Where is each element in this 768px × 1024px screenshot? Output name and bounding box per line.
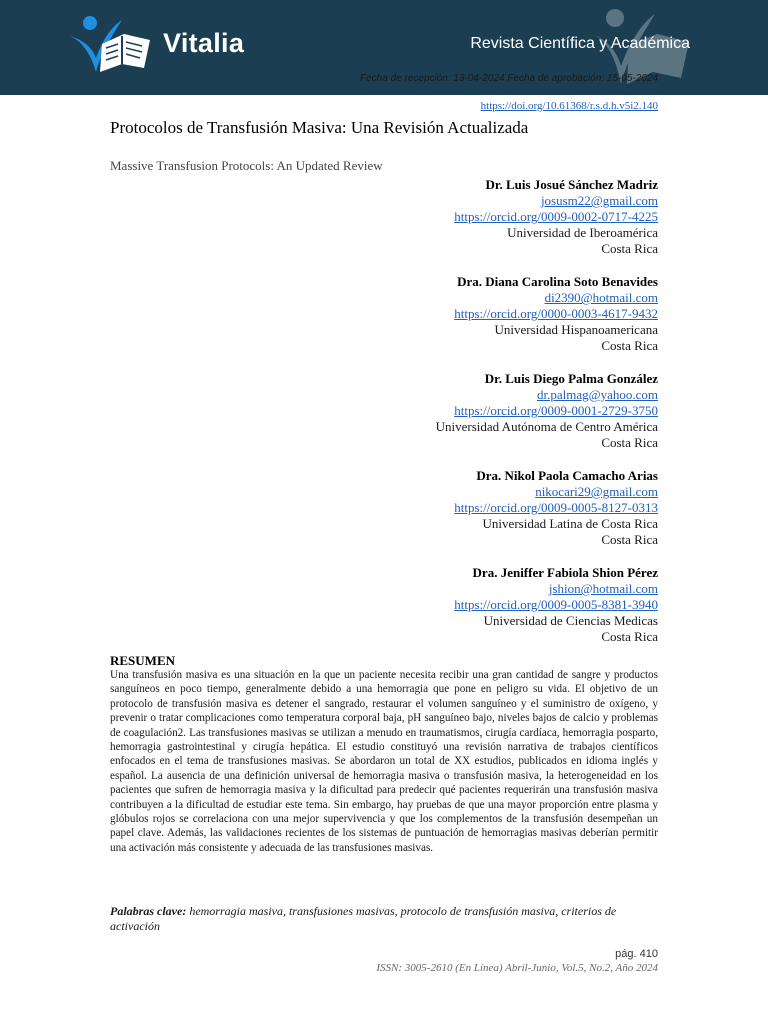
- author-affiliation: Universidad Autónoma de Centro América: [435, 419, 658, 434]
- keywords: [110, 904, 658, 934]
- page-number: pág. 410: [615, 948, 658, 960]
- author-name: Dra. Nikol Paola Camacho Arias: [476, 468, 658, 483]
- author-block: [436, 565, 658, 645]
- abstract-heading: RESUMEN: [110, 653, 176, 668]
- author-name: Dra. Diana Carolina Soto Benavides: [457, 274, 658, 289]
- author-affiliation: Universidad Latina de Costa Rica: [482, 516, 658, 531]
- author-list: [436, 177, 658, 662]
- journal-name: Revista Científica y Académica: [470, 35, 690, 52]
- doi-link[interactable]: https://doi.org/10.61368/r.s.d.h.v5i2.140: [480, 100, 658, 112]
- author-orcid-link[interactable]: https://orcid.org/0009-0001-2729-3750: [454, 403, 658, 418]
- reception-approval-dates: Fecha de recepción: 13-04-2024 Fecha de aprobación: 15-05-2024: [360, 73, 658, 84]
- author-name: Dr. Luis Josué Sánchez Madriz: [485, 177, 658, 192]
- article-title: Protocolos de Transfusión Masiva: Una Revisión Actualizada: [110, 118, 529, 137]
- author-country: Costa Rica: [601, 435, 658, 450]
- author-orcid-link[interactable]: https://orcid.org/0009-0005-8127-0313: [454, 500, 658, 515]
- abstract-text: Una transfusión masiva es una situación en la que un paciente necesita recibir una gran cantidad de sangre y productos sanguíneos en poco tiempo, generalmente debido a una hemorragia que pone en peligro su vida. El objetivo de un protocolo de transfusión masiva es detener el sangrado, restaurar el volumen sanguíneo y el suministro de oxígeno, y prevenir o tratar complicaciones como temperatura corporal baja, pH sanguíneo bajo, niveles bajos de calcio y problemas de coagulación2. Las transfusiones masivas se utilizan a menudo en traumatismos, cirugía cardíaca, hemorragia posparto, hemorragia gastrointestinal y cirugía hepática. El estudio constituyó una revisión narrativa de trabajos científicos enfocados en el tema de transfusiones masivas. Se abordaron un total de XX estudios, publicados en idioma inglés y español. La ausencia de una definición universal de hemorragia masiva o transfusión masiva, la heterogeneidad en los pacientes que sufren de hemorragia masiva y la dificultad para predecir qué pacientes requerirán una transfusión masiva contribuyen a la dificultad de estudiar este tema. Sin embargo, hay pruebas de que una mayor proporción entre plasma y glóbulos rojos se correlaciona con una mejor supervivencia y que los complementos de la transfusión desempeñan un papel clave. Además, las validaciones recientes de los sistemas de puntuación de hemorragias masivas deberían permitir una activación más consistente y adecuada de las transfusiones masivas.: [110, 669, 658, 854]
- author-affiliation: Universidad de Ciencias Medicas: [483, 613, 658, 628]
- issn-footer: ISSN: 3005-2610 (En Línea) Abril-Junio, Vol.5, No.2, Año 2024: [376, 962, 658, 974]
- author-email-link[interactable]: di2390@hotmail.com: [544, 290, 658, 305]
- journal-header-banner: [0, 0, 768, 95]
- keywords-label: Palabras clave:: [110, 904, 187, 918]
- author-name: Dr. Luis Diego Palma González: [484, 371, 658, 386]
- author-email-link[interactable]: josusm22@gmail.com: [540, 193, 658, 208]
- article-subtitle: Massive Transfusion Protocols: An Updated Review: [110, 158, 383, 173]
- author-affiliation: Universidad de Iberoamérica: [507, 225, 658, 240]
- author-country: Costa Rica: [601, 338, 658, 353]
- author-email-link[interactable]: dr.palmag@yahoo.com: [537, 387, 658, 402]
- author-orcid-link[interactable]: https://orcid.org/0000-0003-4617-9432: [454, 306, 658, 321]
- author-affiliation: Universidad Hispanoamericana: [494, 322, 658, 337]
- author-block: [436, 177, 658, 257]
- author-country: Costa Rica: [601, 629, 658, 644]
- author-block: [436, 371, 658, 451]
- brand-name: Vitalia: [163, 28, 245, 58]
- author-country: Costa Rica: [601, 241, 658, 256]
- author-orcid-link[interactable]: https://orcid.org/0009-0005-8381-3940: [454, 597, 658, 612]
- author-email-link[interactable]: nikocari29@gmail.com: [535, 484, 658, 499]
- author-orcid-link[interactable]: https://orcid.org/0009-0002-0717-4225: [454, 209, 658, 224]
- author-block: [436, 274, 658, 354]
- open-book-figure-icon: [66, 14, 156, 78]
- keywords-text: hemorragia masiva, transfusiones masivas, protocolo de transfusión masiva, criterios de activación: [110, 904, 617, 933]
- author-block: [436, 468, 658, 548]
- author-country: Costa Rica: [601, 532, 658, 547]
- author-name: Dra. Jeniffer Fabiola Shion Pérez: [472, 565, 658, 580]
- author-email-link[interactable]: jshion@hotmail.com: [548, 581, 658, 596]
